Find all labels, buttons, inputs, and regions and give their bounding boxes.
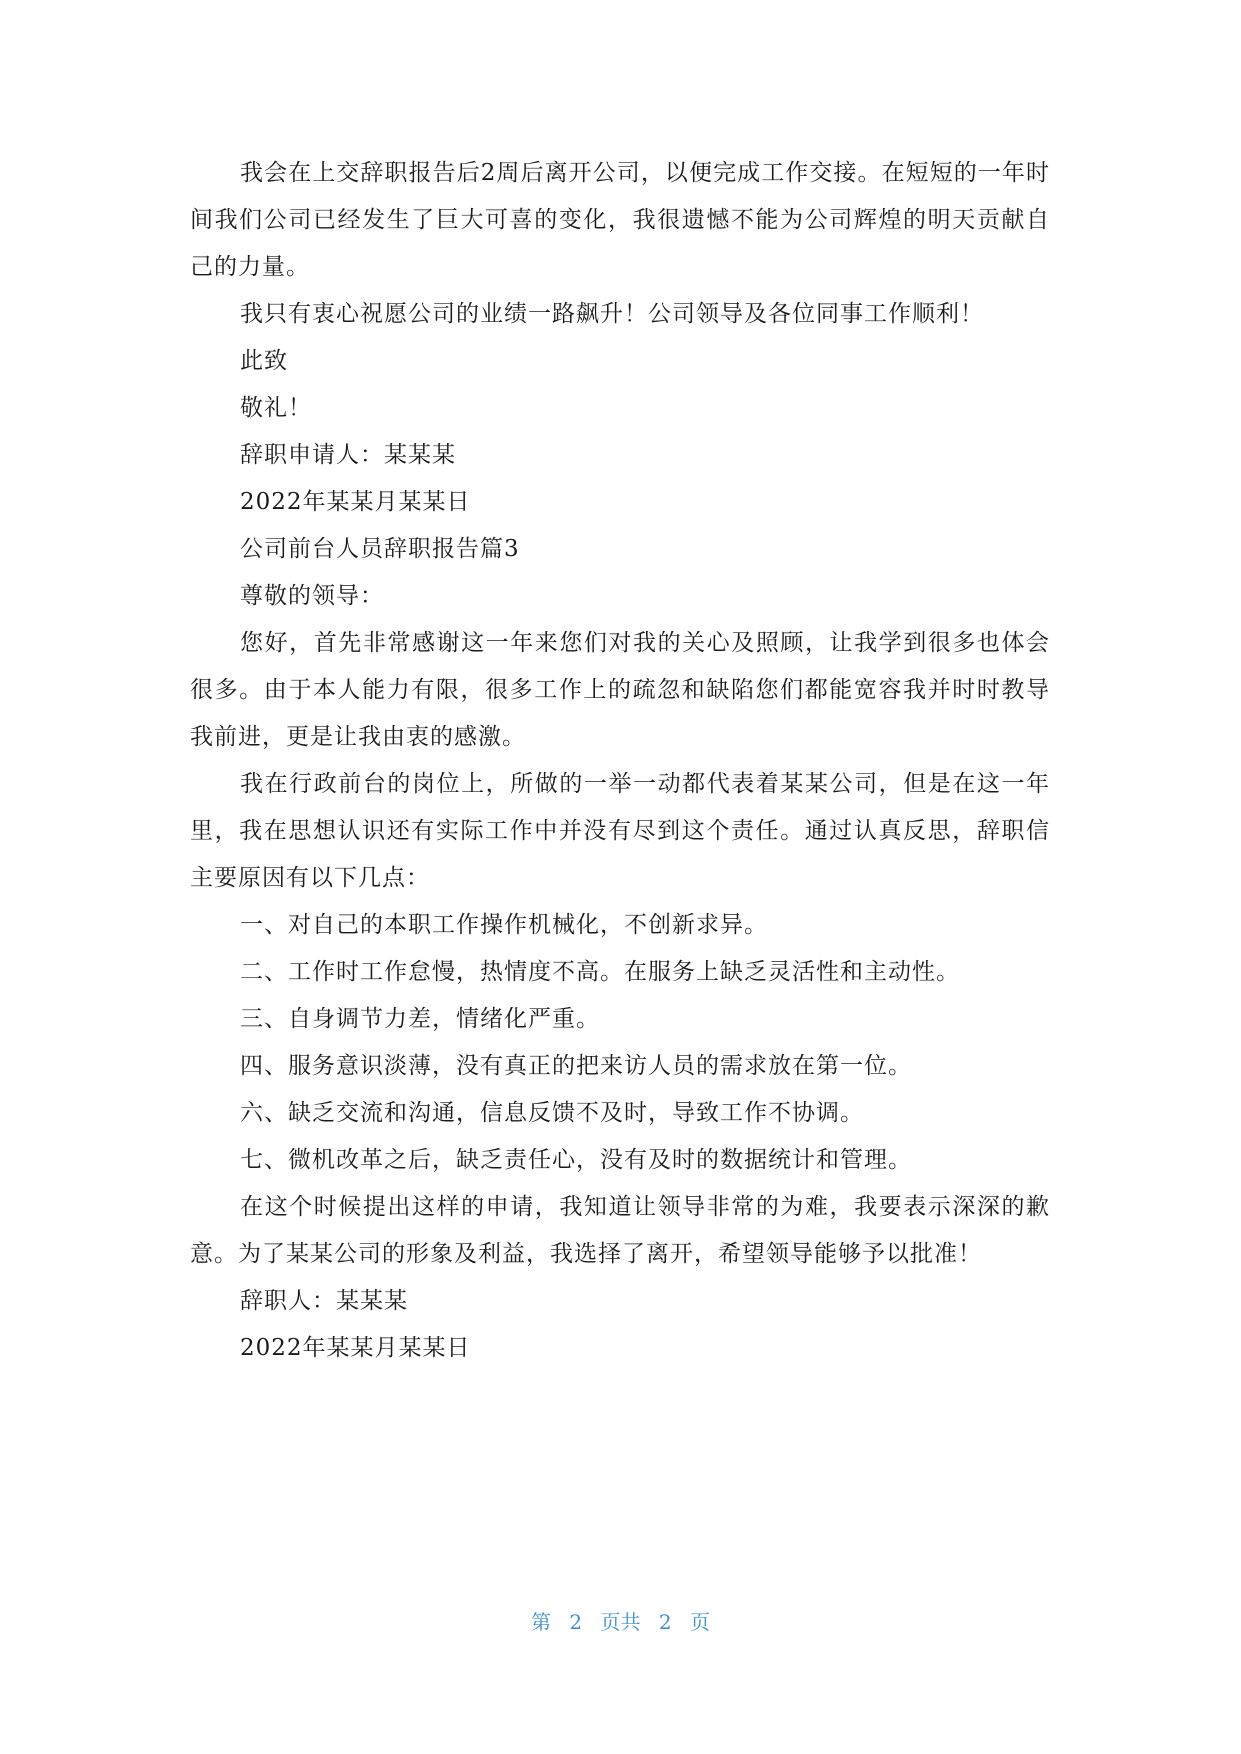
signature-line: 辞职申请人：某某某: [240, 442, 456, 468]
list-item: 七、微机改革之后，缺乏责任心，没有及时的数据统计和管理。: [240, 1147, 912, 1173]
paragraph: 在这个时候提出这样的申请，我知道让领导非常的为难，我要表示深深的歉意。为了某某公司的形象及利益，我选择了离开，希望领导能够予以批准！: [190, 1194, 1050, 1267]
closing-respect: 敬礼！: [240, 395, 312, 421]
paragraph: 我在行政前台的岗位上，所做的一举一动都代表着某某公司，但是在这一年里，我在思想认识还有实际工作中并没有尽到这个责任。通过认真反思，辞职信主要原因有以下几点：: [190, 771, 1050, 891]
paragraph: 我只有衷心祝愿公司的业绩一路飙升！公司领导及各位同事工作顺利！: [240, 301, 984, 327]
page-prefix: 第: [531, 1610, 552, 1634]
list-item: 六、缺乏交流和沟通，信息反馈不及时，导致工作不协调。: [240, 1100, 864, 1126]
current-page-number: 2: [569, 1610, 583, 1634]
section-title: 公司前台人员辞职报告篇3: [240, 536, 520, 562]
list-item: 三、自身调节力差，情绪化严重。: [240, 1006, 600, 1032]
page-suffix: 页: [689, 1610, 710, 1634]
date-line: 2022年某某月某某日: [240, 1335, 471, 1361]
greeting: 尊敬的领导：: [240, 583, 384, 609]
paragraph: 我会在上交辞职报告后2周后离开公司，以便完成工作交接。在短短的一年时间我们公司已经发生了巨大可喜的变化，我很遗憾不能为公司辉煌的明天贡献自己的力量。: [190, 160, 1050, 280]
closing-salutation: 此致: [240, 348, 288, 374]
date-line: 2022年某某月某某日: [240, 489, 471, 515]
list-item: 二、工作时工作怠慢，热情度不高。在服务上缺乏灵活性和主动性。: [240, 959, 960, 985]
list-item: 一、对自己的本职工作操作机械化，不创新求异。: [240, 912, 768, 938]
document-body: [190, 150, 1050, 1372]
page-middle: 页共: [600, 1610, 641, 1634]
list-item: 四、服务意识淡薄，没有真正的把来访人员的需求放在第一位。: [240, 1053, 912, 1079]
page-footer: [0, 1606, 1241, 1635]
signature-line: 辞职人：某某某: [240, 1288, 408, 1314]
total-page-count: 2: [658, 1610, 672, 1634]
paragraph: 您好，首先非常感谢这一年来您们对我的关心及照顾，让我学到很多也体会很多。由于本人能力有限，很多工作上的疏忽和缺陷您们都能宽容我并时时教导我前进，更是让我由衷的感激。: [190, 630, 1050, 750]
